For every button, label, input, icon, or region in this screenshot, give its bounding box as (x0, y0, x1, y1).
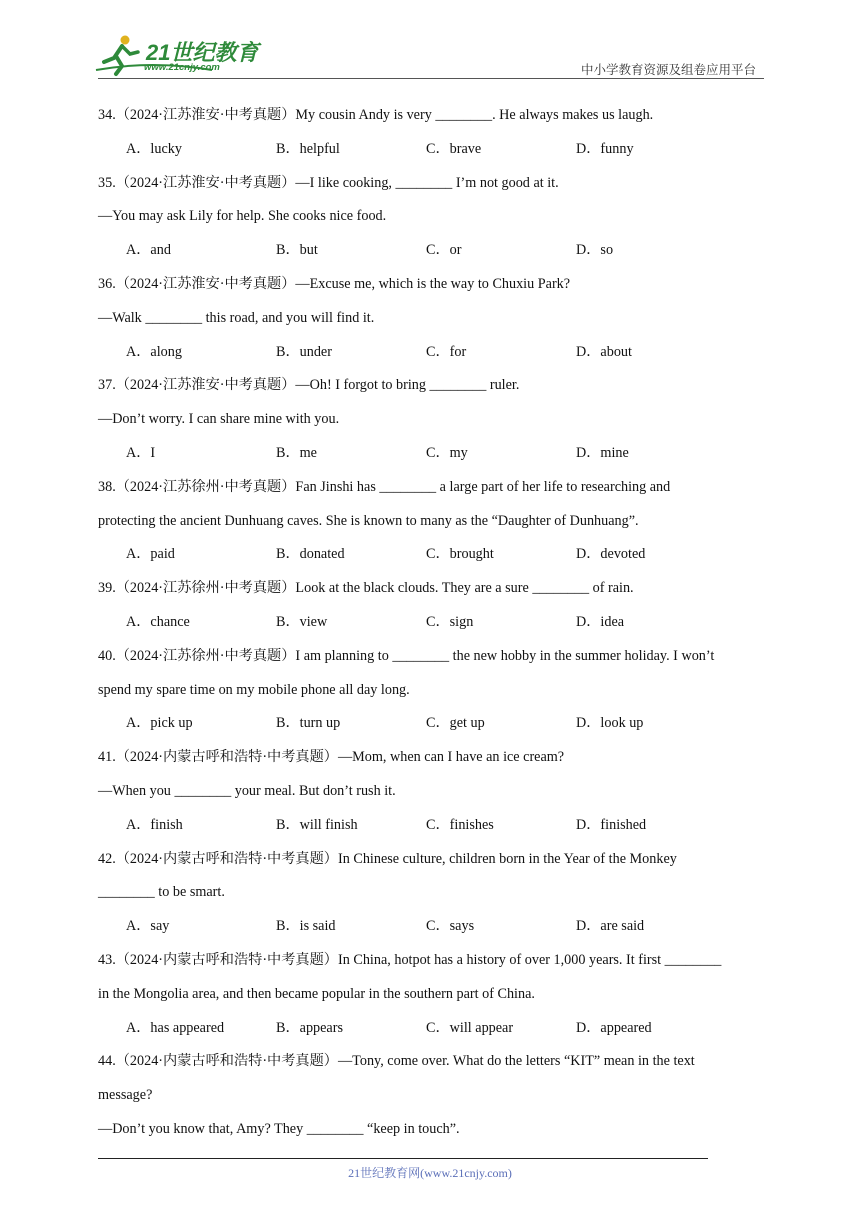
platform-title: 中小学教育资源及组卷应用平台 (580, 63, 756, 77)
options-row (98, 336, 768, 370)
option-d: D．finished (576, 816, 647, 833)
option-b: B．view (276, 613, 328, 630)
option-b: B．but (276, 242, 318, 259)
option-d: D．look up (576, 715, 644, 732)
question-44 (98, 1045, 768, 1146)
question-40 (98, 640, 768, 741)
options-row (98, 707, 768, 741)
option-b: B．under (276, 343, 332, 360)
question-43 (98, 944, 768, 1045)
question-text: 41.（2024·内蒙古呼和浩特·中考真题）—Mom, when can I have an ice cream? (98, 749, 565, 766)
question-text: 39.（2024·江苏徐州·中考真题）Look at the black clouds. They are a sure ________ of rain. (98, 580, 634, 597)
logo-text: 21世纪教育 (146, 40, 259, 65)
question-text: in the Mongolia area, and then became popular in the southern part of China. (98, 985, 535, 1002)
option-c: C．get up (426, 715, 485, 732)
options-row (98, 809, 768, 843)
question-text: 35.（2024·江苏淮安·中考真题）—I like cooking, ________ I’m not good at it. (98, 174, 559, 191)
question-text: 40.（2024·江苏徐州·中考真题）I am planning to ________ the new hobby in the summer holiday. I won’t (98, 647, 715, 664)
option-b: B．turn up (276, 715, 341, 732)
option-b: B．is said (276, 918, 336, 935)
options-row (98, 606, 768, 640)
question-text: —Don’t you know that, Amy? They ________ “keep in touch”. (98, 1120, 460, 1137)
option-a: A．chance (126, 613, 190, 630)
options-row (98, 234, 768, 268)
option-a: A．say (126, 918, 170, 935)
question-text: 42.（2024·内蒙古呼和浩特·中考真题）In Chinese culture, children born in the Year of the Monkey (98, 850, 677, 867)
option-c: C．brought (426, 546, 494, 563)
question-text: message? (98, 1087, 153, 1104)
question-text: 38.（2024·江苏徐州·中考真题）Fan Jinshi has ________ a large part of her life to researching and (98, 478, 671, 495)
option-a: A．and (126, 242, 171, 259)
question-37 (98, 369, 768, 470)
options-row (98, 437, 768, 471)
option-a: A．has appeared (126, 1019, 225, 1036)
question-list (98, 99, 768, 1147)
question-41 (98, 741, 768, 842)
question-42 (98, 843, 768, 944)
question-text: 36.（2024·江苏淮安·中考真题）—Excuse me, which is the way to Chuxiu Park? (98, 275, 571, 292)
options-row (98, 910, 768, 944)
footer-divider (98, 1158, 708, 1159)
question-text: 34.（2024·江苏淮安·中考真题）My cousin Andy is very ________. He always makes us laugh. (98, 107, 654, 123)
question-36 (98, 268, 768, 369)
header-divider (98, 78, 764, 79)
option-d: D．appeared (576, 1019, 652, 1036)
page-header (0, 0, 860, 80)
option-d: D．so (576, 242, 614, 259)
logo-url: www.21cnjy.com (144, 62, 220, 73)
option-d: D．devoted (576, 546, 646, 563)
option-c: C．finishes (426, 816, 494, 833)
question-text: 44.（2024·内蒙古呼和浩特·中考真题）—Tony, come over. What do the letters “KIT” mean in the text (98, 1053, 695, 1070)
option-c: C．says (426, 918, 475, 935)
option-d: D．about (576, 343, 632, 360)
option-a: A．I (126, 444, 156, 461)
option-a: A．lucky (126, 140, 182, 157)
option-b: B．me (276, 444, 317, 461)
question-35 (98, 167, 768, 268)
option-b: B．will finish (276, 816, 358, 833)
option-b: B．donated (276, 546, 345, 563)
options-row (98, 1012, 768, 1046)
question-38 (98, 471, 768, 572)
option-a: A．finish (126, 816, 183, 833)
option-a: A．pick up (126, 715, 193, 732)
option-c: C．will appear (426, 1019, 514, 1036)
question-text: 43.（2024·内蒙古呼和浩特·中考真题）In China, hotpot has a history of over 1,000 years. It first ________ (98, 951, 722, 968)
option-c: C．sign (426, 613, 474, 630)
option-d: D．funny (576, 140, 634, 157)
option-b: B．helpful (276, 140, 340, 157)
options-row (98, 538, 768, 572)
question-text: spend my spare time on my mobile phone all day long. (98, 681, 410, 698)
question-39 (98, 572, 768, 640)
option-d: D．idea (576, 613, 625, 630)
question-text: —You may ask Lily for help. She cooks nice food. (98, 208, 387, 225)
question-34 (98, 99, 768, 167)
option-c: C．for (426, 343, 467, 360)
option-b: B．appears (276, 1019, 343, 1036)
question-text: ________ to be smart. (98, 884, 225, 901)
footer-link[interactable]: 21世纪教育网(www.21cnjy.com) (348, 1166, 512, 1180)
question-text: —Don’t worry. I can share mine with you. (98, 411, 340, 428)
options-row (98, 133, 768, 167)
option-a: A．paid (126, 546, 175, 563)
question-text: —When you ________ your meal. But don’t rush it. (98, 782, 396, 799)
question-text: —Walk ________ this road, and you will find it. (98, 309, 375, 326)
option-a: A．along (126, 343, 182, 360)
option-c: C．brave (426, 140, 482, 157)
option-c: C．or (426, 242, 462, 259)
option-d: D．mine (576, 444, 629, 461)
option-c: C．my (426, 444, 468, 461)
option-d: D．are said (576, 918, 645, 935)
question-text: 37.（2024·江苏淮安·中考真题）—Oh! I forgot to bring ________ ruler. (98, 377, 520, 394)
question-text: protecting the ancient Dunhuang caves. She is known to many as the “Daughter of Dunhuang”. (98, 512, 639, 529)
